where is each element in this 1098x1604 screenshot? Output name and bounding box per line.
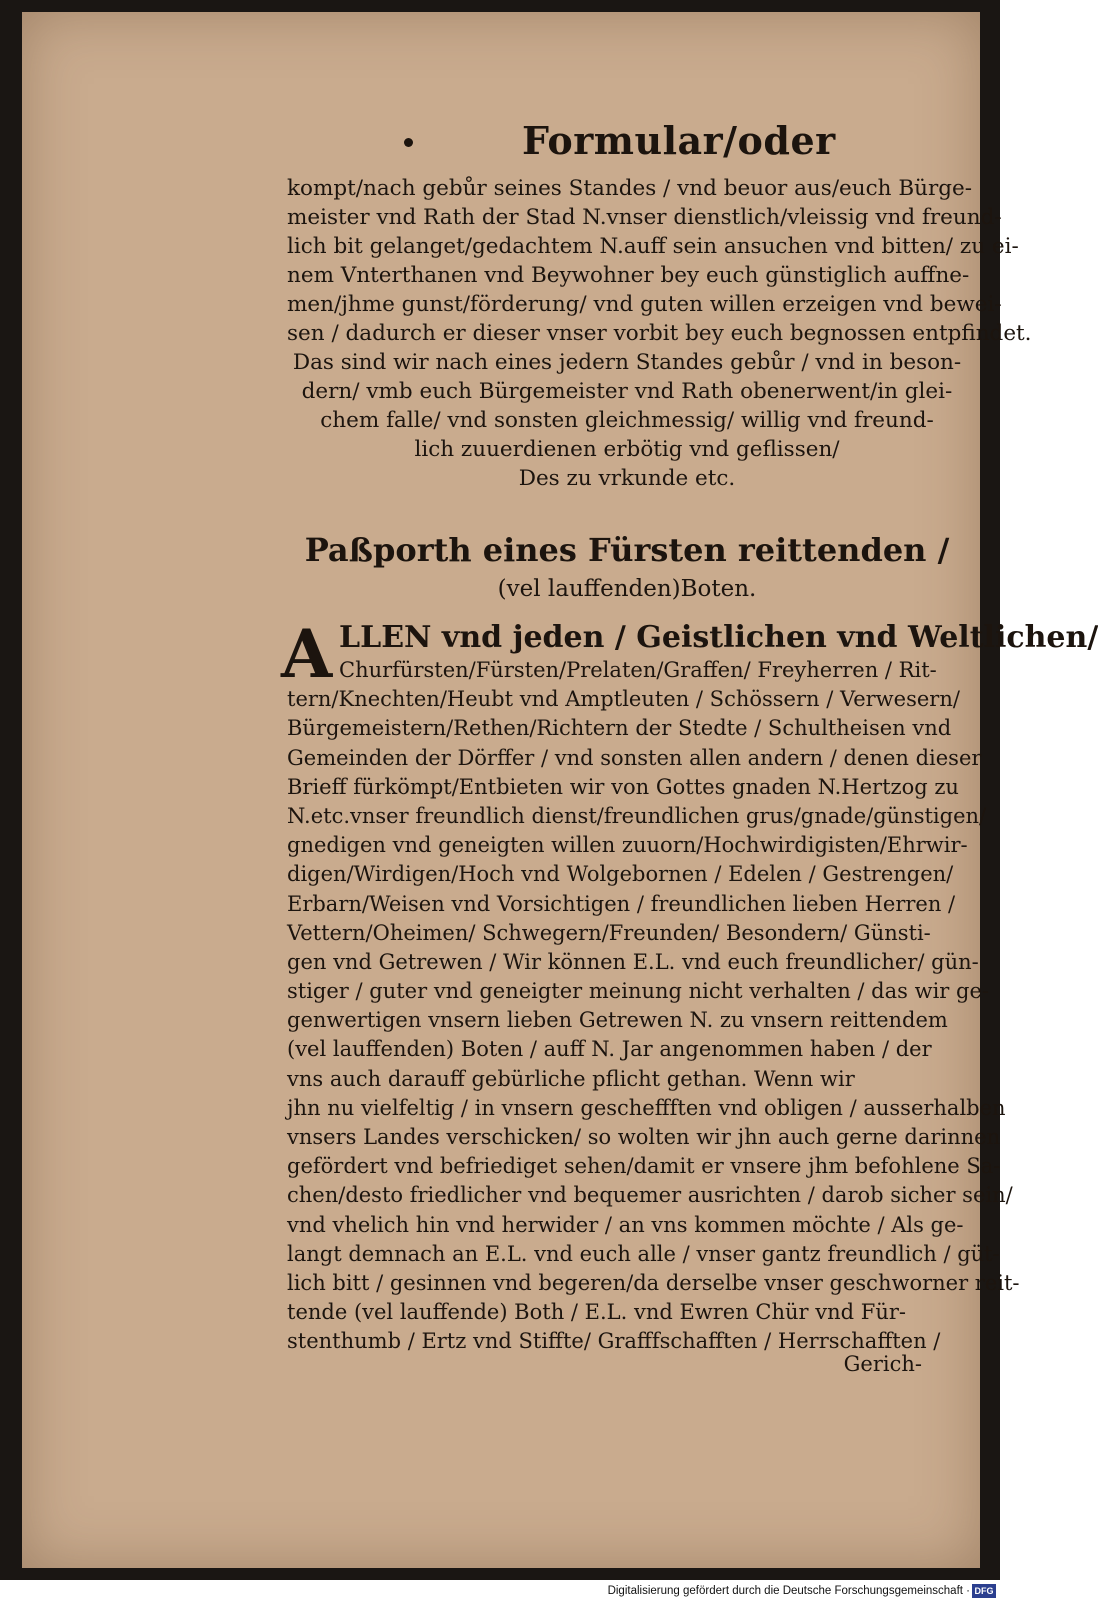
- text-line: chen/desto friedlicher vnd bequemer ausrichten / darob sicher sein/: [287, 1183, 1013, 1208]
- text-line: meister vnd Rath der Stad N.vnser dienstlich/vleissig vnd freund-: [287, 205, 1002, 230]
- text-line: dern/ vmb euch Bürgemeister vnd Rath obenerwent/in glei-: [301, 379, 953, 404]
- text-line: gen vnd Getrewen / Wir können E.L. vnd euch freundlicher/ gün-: [287, 949, 979, 974]
- text-line: lich zuuerdienen erbötig vnd geflissen/: [414, 437, 840, 462]
- text-line: jhn nu vielfeltig / in vnsern gescheffften vnd obligen / ausserhalben: [287, 1095, 1006, 1120]
- section-heading: [287, 528, 967, 606]
- text-line: men/jhme gunst/förderung/ vnd guten willen erzeigen vnd bewei-: [287, 292, 1002, 317]
- text-line: digen/Wirdigen/Hoch vnd Wolgebornen / Edelen / Gestrengen/: [287, 862, 954, 887]
- text-line: tende (vel lauffende) Both / E.L. vnd Ewren Chür vnd Für-: [287, 1300, 906, 1325]
- text-line: genwertigen vnsern lieben Getrewen N. zu vnsern reittendem: [287, 1008, 948, 1033]
- text-line: Brieff fürkömpt/Entbieten wir von Gottes gnaden N.Hertzog zu: [287, 774, 959, 799]
- text-line: Churfürsten/Fürsten/Prelaten/Graffen/ Freyherren / Rit-: [339, 658, 937, 682]
- text-line: stenthumb / Ertz vnd Stiffte/ Grafffschafften / Herrschafften /: [287, 1329, 941, 1354]
- text-line: Bürgemeistern/Rethen/Richtern der Stedte / Schultheisen vnd: [287, 716, 952, 741]
- running-title: Formular/oder: [522, 118, 836, 163]
- text-line: vnsers Landes verschicken/ so wolten wir jhn auch gerne darinnen: [287, 1125, 1001, 1149]
- bullet-ornament: [404, 138, 413, 147]
- text-line: Gemeinden der Dörffer / vnd sonsten allen andern / denen dieser: [287, 745, 982, 770]
- text-line: vnd vhelich hin vnd herwider / an vns kommen möchte / Als ge-: [287, 1212, 964, 1237]
- dfg-logo: DFG: [972, 1584, 996, 1598]
- text-line: kompt/nach gebůr seines Standes / vnd beuor aus/euch Bürge-: [287, 176, 973, 201]
- text-line: Des zu vrkunde etc.: [518, 466, 736, 491]
- text-line: stiger / guter vnd geneigter meinung nicht verhalten / das wir ge-: [287, 979, 989, 1004]
- heading-line-1: Paßporth eines Fürsten reittenden /: [304, 531, 950, 569]
- text-line: gnedigen vnd geneigten willen zuuorn/Hochwirdigisten/Ehrwir-: [287, 833, 968, 858]
- text-line: chem falle/ vnd sonsten gleichmessig/ willig vnd freund-: [320, 408, 934, 433]
- text-line: Das sind wir nach eines jedern Standes gebůr / vnd in beson-: [292, 350, 962, 375]
- drop-initial: A: [281, 615, 333, 693]
- text-line: lich bit gelanget/gedachtem N.auff sein ansuchen vnd bitten/ zu ei-: [287, 234, 1019, 259]
- paragraph-1: [287, 174, 1032, 493]
- text-line: tern/Knechten/Heubt vnd Amptleuten / Schössern / Verwesern/: [287, 687, 960, 712]
- funding-credit: Digitalisierung gefördert durch die Deutsche Forschungsgemeinschaft ·: [607, 1585, 970, 1597]
- text-line: lich bitt / gesinnen vnd begeren/da derselbe vnser geschworner reit-: [287, 1270, 1020, 1295]
- text-line: vns auch darauff gebürliche pflicht gethan. Wenn wir: [287, 1066, 855, 1091]
- text-line: N.etc.vnser freundlich dienst/freundlichen grus/gnade/günstigen/: [287, 803, 987, 828]
- text-line: LLEN vnd jeden / Geistlichen vnd Weltlichen/: [339, 620, 1098, 655]
- catchword: Gerich-: [843, 1352, 922, 1376]
- book-page: [22, 12, 1098, 1568]
- text-line: nem Vnterthanen vnd Beywohner bey euch günstiglich auffne-: [287, 263, 970, 288]
- text-block: [281, 12, 1098, 1568]
- footer-bar: [0, 1580, 1000, 1604]
- text-line: Vettern/Oheimen/ Schwegern/Freunden/ Besondern/ Günsti-: [287, 920, 931, 945]
- text-line: sen / dadurch er dieser vnser vorbit bey euch begnossen entpfindet.: [287, 321, 1032, 346]
- text-line: langt demnach an E.L. vnd euch alle / vnser gantz freundlich / güt-: [287, 1241, 1000, 1266]
- text-line: Erbarn/Weisen vnd Vorsichtigen / freundlichen lieben Herren /: [287, 891, 956, 916]
- text-line: (vel lauffenden) Boten / auff N. Jar angenommen haben / der: [287, 1037, 932, 1062]
- text-line: gefördert vnd befriediget sehen/damit er vnsere jhm befohlene Sa-: [287, 1154, 1001, 1179]
- paragraph-2: [281, 615, 1098, 1357]
- heading-line-2: (vel lauffenden)Boten.: [497, 576, 757, 602]
